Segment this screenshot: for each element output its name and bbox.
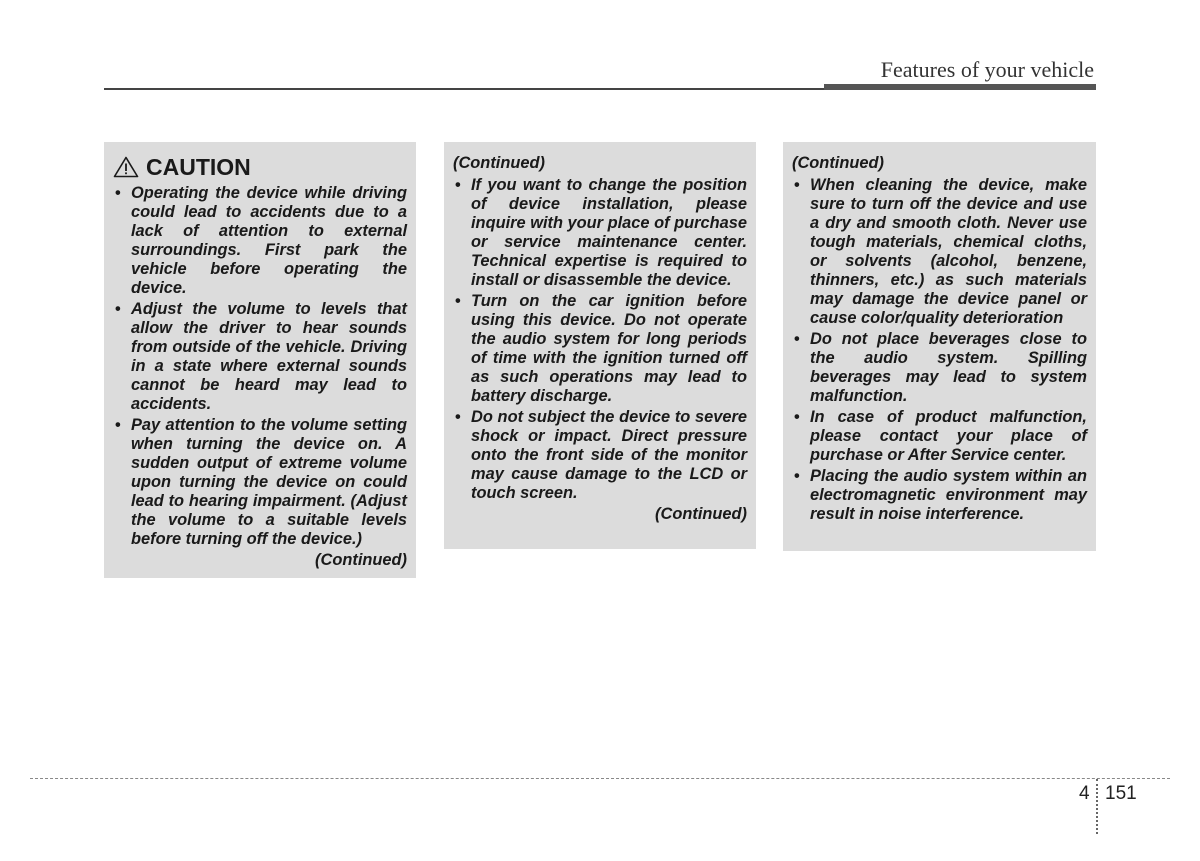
caution-list (113, 184, 407, 549)
list-item: • Do not place beverages close to the audio system. Spilling beverages may lead to system malfunction. (792, 330, 1087, 406)
caution-heading (113, 154, 407, 180)
caution-list (453, 176, 747, 503)
list-item: • Pay attention to the volume setting when turning the device on. A sudden output of extreme volume upon turning the device on could lead to hearing impairment. (Adjust the volume to a suitable levels before turning off the device.) (113, 416, 407, 549)
list-item: • If you want to change the position of device installation, please inquire with your place of purchase or service maintenance center. Technical expertise is required to install or disassemble the device. (453, 176, 747, 290)
list-item: • Operating the device while driving could lead to accidents due to a lack of attention to external surroundings. First park the vehicle before operating the device. (113, 184, 407, 298)
list-item: • In case of product malfunction, please contact your place of purchase or After Service center. (792, 408, 1087, 465)
header-rule-accent (824, 84, 1096, 90)
continued-label: (Continued) (792, 154, 884, 172)
caution-box (104, 142, 416, 578)
continued-label: (Continued) (315, 551, 407, 569)
caution-list (792, 176, 1087, 524)
caution-label: CAUTION (146, 154, 251, 180)
list-item: • When cleaning the device, make sure to turn off the device and use a dry and smooth cloth. Never use tough materials, chemical cloths, or solvents (alcohol, benzene, thinners, etc.) as such materials may damage the device panel or cause color/quality deterioration (792, 176, 1087, 328)
page-header-title: Features of your vehicle (880, 57, 1094, 82)
footer-rule (30, 778, 1170, 779)
chapter-number: 4 (1079, 783, 1090, 804)
page-number: 151 (1105, 783, 1137, 804)
continued-label: (Continued) (655, 505, 747, 523)
list-item: • Do not subject the device to severe shock or impact. Direct pressure onto the front side of the monitor may cause damage to the LCD or touch screen. (453, 408, 747, 503)
list-item: • Turn on the car ignition before using this device. Do not operate the audio system for long periods of time with the ignition turned off as such operations may lead to battery discharge. (453, 292, 747, 406)
warning-triangle-icon (113, 156, 139, 178)
caution-box-continued (783, 142, 1096, 551)
continued-label: (Continued) (453, 154, 545, 172)
footer-divider (1096, 779, 1098, 834)
list-item: • Adjust the volume to levels that allow the driver to hear sounds from outside of the vehicle. Driving in a state where external sounds cannot be heard may lead to accidents. (113, 300, 407, 414)
caution-box-continued (444, 142, 756, 549)
list-item: • Placing the audio system within an electromagnetic environment may result in noise interference. (792, 467, 1087, 524)
